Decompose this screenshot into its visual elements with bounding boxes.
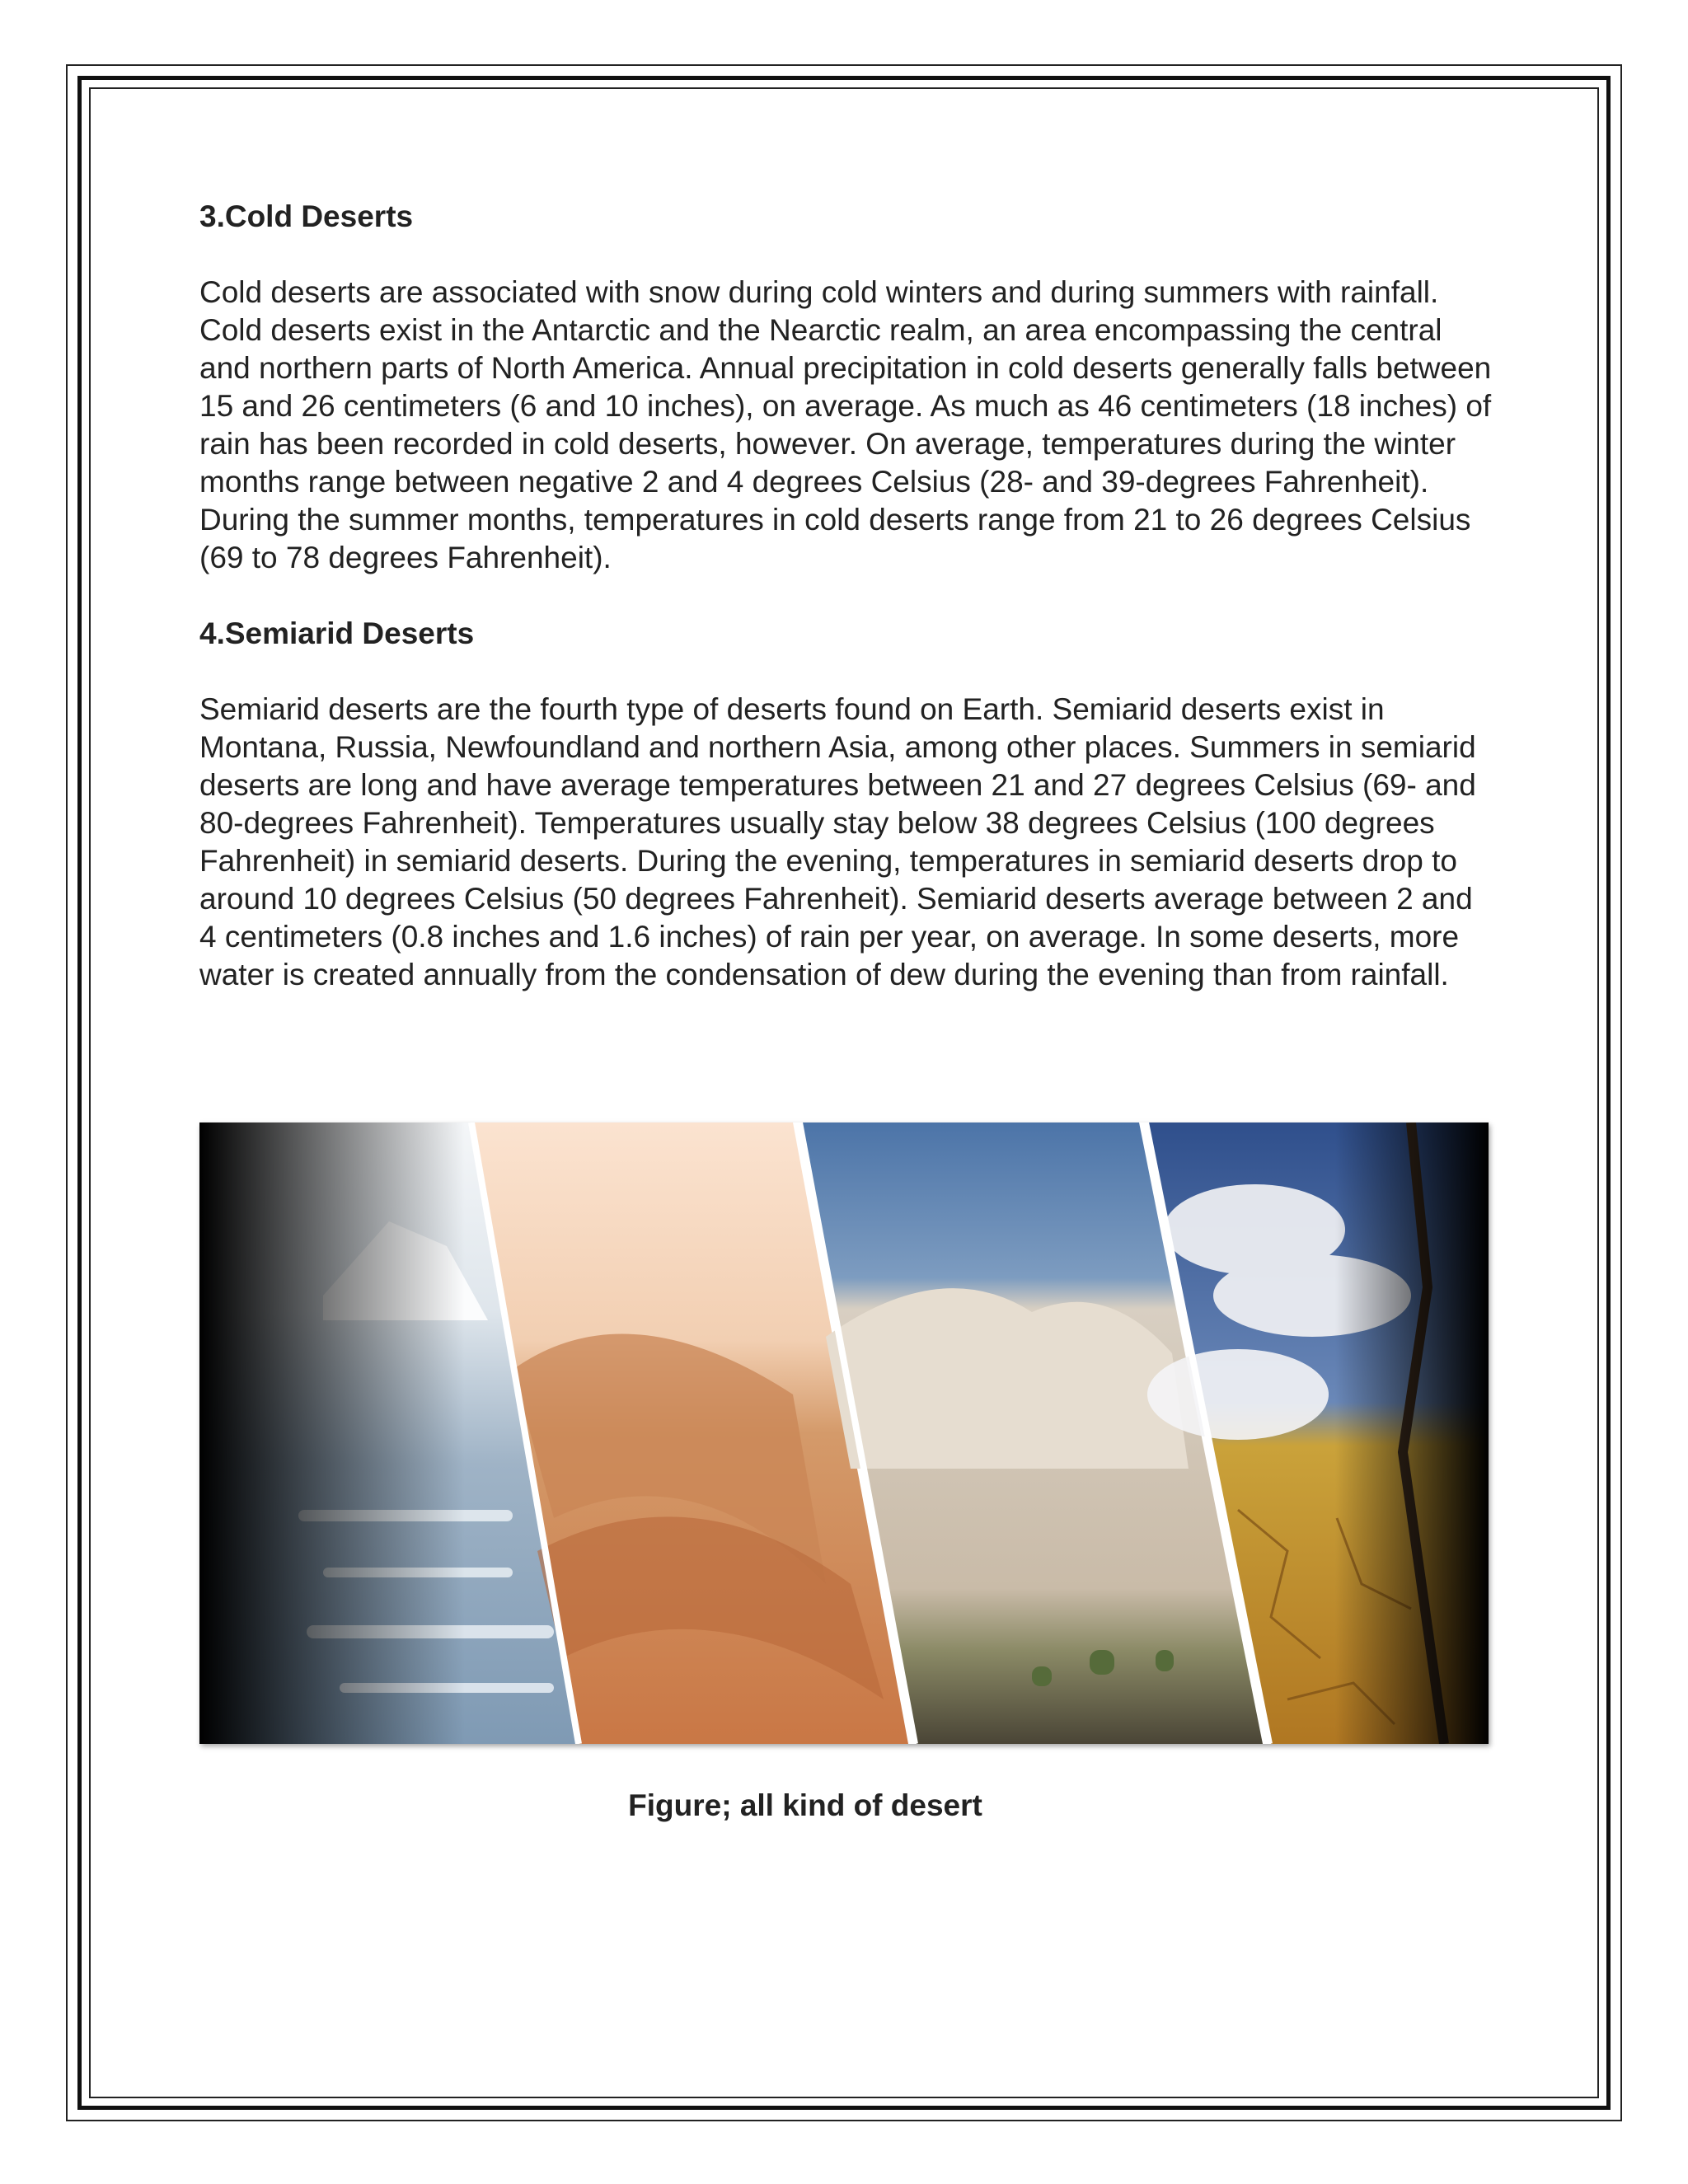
- document-body: [199, 198, 1493, 1032]
- section-heading-semiarid-deserts: 4.Semiarid Deserts: [199, 616, 475, 650]
- section-paragraph-cold-deserts: Cold deserts are associated with snow during cold winters and during summers with rainfall. Cold deserts exist in the Antarctic and the Nearctic realm, an area encompassing the central and northern parts of North America. Annual precipitation in cold deserts generally falls between 15 and 26 centimeters (6 and 10 inches), on average. As much as 46 centimeters (18 inches) of rain has been recorded in cold deserts, however. On average, temperatures during the winter months range between negative 2 and 4 degrees Celsius (28- and 39-degrees Fahrenheit). During the summer months, temperatures in cold deserts range from 21 to 26 degrees Celsius (69 to 78 degrees Fahrenheit).: [199, 275, 1492, 574]
- section-heading-cold-deserts: 3.Cold Deserts: [199, 199, 414, 233]
- figure-caption: Figure; all kind of desert: [628, 1788, 982, 1822]
- desert-collage-image: [199, 1122, 1489, 1744]
- section-paragraph-semiarid-deserts: Semiarid deserts are the fourth type of deserts found on Earth. Semiarid deserts exist in Montana, Russia, Newfoundland and northern Asia, among other places. Summers in semiarid deserts are long and have average temperatures between 21 and 27 degrees Celsius (69- and 80-degrees Fahrenheit). Temperatures usually stay below 38 degrees Celsius (100 degrees Fahrenheit) in semiarid deserts. During the evening, temperatures in semiarid deserts drop to around 10 degrees Celsius (50 degrees Fahrenheit). Semiarid deserts average between 2 and 4 centimeters (0.8 inches and 1.6 inches) of rain per year, on average. In some deserts, more water is created annually from the condensation of dew during the evening than from rainfall.: [199, 692, 1476, 991]
